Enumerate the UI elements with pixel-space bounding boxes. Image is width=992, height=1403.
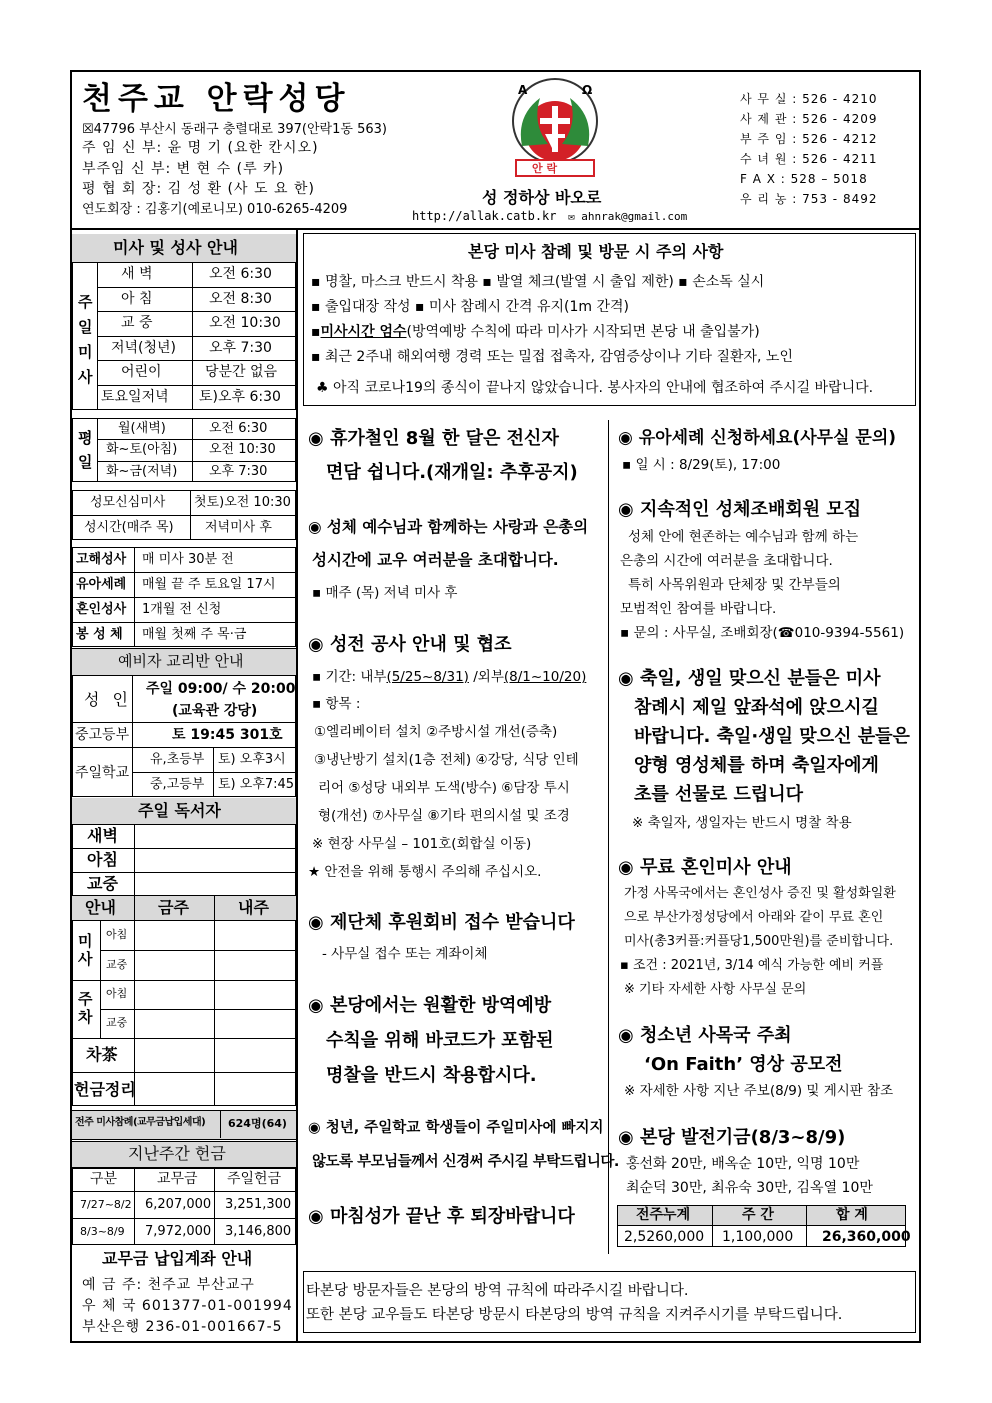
catechumen-header: 예비자 교리반 안내 — [118, 652, 244, 670]
s3-star: ★ 안전을 위해 통행시 주의해 주십시오. — [308, 864, 542, 880]
account-bank: 부산은행 236-01-001667-5 — [82, 1319, 283, 1335]
r2-line-4: 모범적인 참여를 바랍니다. — [620, 601, 777, 617]
offering-row2-dues: 7,972,000 — [145, 1224, 212, 1239]
r3-note: ※ 축일자, 생일자는 반드시 명찰 착용 — [632, 815, 852, 831]
phone-rectory: 사 제 관 : 526 - 4209 — [740, 112, 878, 126]
middle-value: 토 19:45 301호 — [172, 727, 283, 743]
confession-value: 매 미사 30분 전 — [142, 552, 234, 567]
offering-row1-sunday: 3,251,300 — [225, 1197, 292, 1212]
infant-baptism-value: 매월 끝 주 토요일 17시 — [142, 577, 276, 592]
s3-items-label: ▪ 항목 : — [312, 696, 361, 712]
s3-title: ◉ 성전 공사 안내 및 협조 — [308, 634, 512, 655]
r3-line-5: 초를 선물로 드립니다 — [634, 784, 804, 805]
readers-header: 주일 독서자 — [138, 801, 221, 820]
r3-line-4: 양형 영성체를 하며 축일자에게 — [634, 755, 879, 776]
patron-saint: 성 정하상 바오로 — [482, 188, 602, 207]
duty-header-guide: 안내 — [85, 898, 116, 917]
offering-row1-period: 7/27~8/2 — [80, 1198, 132, 1211]
r1-title: ◉ 유아세례 신청하세요(사무실 문의) — [618, 428, 897, 448]
r4-line-2: 으로 부산가정성당에서 아래와 같이 무료 혼인 — [624, 910, 884, 925]
sunday-mass-time-3: 오후 7:30 — [209, 339, 272, 356]
s3-note: ※ 현장 사무실 – 101호(회합실 이동) — [312, 836, 532, 852]
s1-line-2: 면담 쉽니다.(재개일: 추후공지) — [326, 462, 578, 483]
phone-convent: 수 녀 원 : 526 - 4211 — [740, 152, 878, 166]
fund-val-total: 26,360,000 — [822, 1229, 911, 1245]
duty-mass-label: 미사 — [78, 932, 93, 968]
r5-line-2: ‘On Faith’ 영상 공모전 — [644, 1054, 843, 1075]
reader-main: 교중 — [87, 874, 118, 893]
duty-parking-morning: 아침 — [106, 987, 128, 1000]
notice-line-5: ♣ 아직 코로나19의 종식이 끝나지 않았습니다. 봉사자의 안내에 협조하여 주시길 바랍니다. — [316, 380, 874, 396]
elementary-label: 유,초등부 — [150, 752, 205, 767]
s6-line-1: ◉ 청년, 주일학교 학생들이 주일미사에 빠지지 — [308, 1120, 604, 1136]
s2-line-2: 성시간에 교우 여러분을 초대합니다. — [312, 551, 559, 569]
adult-value-1: 주일 09:00/ 수 20:00 — [146, 681, 296, 697]
s3-item-3: 리어 ⑤성당 내외부 도색(방수) ⑥담장 투시 — [318, 780, 570, 796]
sunday-mass-name-0: 새 벽 — [121, 266, 153, 282]
mass-header: 미사 및 성사 안내 — [113, 238, 238, 257]
address: ☒47796 부산시 동래구 충렬대로 397(안락1동 563) — [82, 122, 387, 137]
assistant-priest: 부주임 신 부: 변 현 수 (루 카) — [82, 161, 285, 177]
sunday-mass-name-5: 토요일저녁 — [101, 389, 169, 405]
r4-line-1: 가정 사목국에서는 혼인성사 증진 및 활성화일환 — [624, 886, 896, 901]
footer-line-1: 타본당 방문자들은 본당의 방역 규칙에 따라주시길 바랍니다. — [306, 1283, 689, 1299]
s3-period-inner: (5/25~8/31) — [386, 669, 469, 685]
marian-mass-time: 첫토)오전 10:30 — [194, 495, 291, 510]
s3-item-4: 형(개선) ⑦사무실 ⑧기타 편의시설 및 조경 — [318, 808, 570, 824]
offering-col-dues: 교무금 — [157, 1171, 198, 1187]
r5-note: ※ 자세한 사항 지난 주보(8/9) 및 게시판 참조 — [624, 1083, 894, 1099]
footer-line-2: 또한 본당 교우들도 타본당 방문시 타본당의 방역 규칙을 지켜주시기를 부탁드립니다. — [306, 1307, 843, 1323]
phone-fax: F A X : 528 – 5018 — [740, 172, 868, 186]
account-holder: 예 금 주: 천주교 부산교구 — [82, 1277, 255, 1293]
duty-header-next-week: 내주 — [238, 898, 269, 917]
weekday-mass-name-2: 화~금(저녁) — [106, 463, 178, 479]
weekday-mass-name-1: 화~토(아침) — [106, 442, 178, 458]
reader-dawn: 새벽 — [87, 826, 118, 845]
duty-tea-label: 차茶 — [86, 1045, 118, 1064]
s1-line-1: ◉ 휴가철인 8월 한 달은 전신자 — [308, 428, 559, 449]
notice-line-3: ▪미사시간 엄수(방역예방 수칙에 따라 미사가 시작되면 본당 내 출입불가) — [311, 324, 760, 340]
council-president: 평 협 회 장: 김 성 환 (사 도 요 한) — [82, 181, 315, 197]
email[interactable]: ✉ ahnrak@gmail.com — [568, 210, 688, 223]
r2-line-3: 특히 사목위원과 단체장 및 간부들의 — [628, 577, 841, 593]
duty-mass-morning: 아침 — [106, 928, 128, 941]
s5-line-2: 수칙을 위해 바코드가 포함된 — [326, 1030, 554, 1051]
s2-line-3: ▪ 매주 (목) 저녁 미사 후 — [312, 585, 458, 601]
logo-banner: 안 락 — [532, 162, 558, 175]
offering-col-sunday: 주일헌금 — [227, 1171, 282, 1187]
adult-label: 성 인 — [84, 690, 132, 709]
offering-row2-period: 8/3~8/9 — [80, 1225, 125, 1238]
s3-period-label: ▪ 기간: 내부 — [312, 669, 387, 685]
footer-box — [303, 1271, 916, 1333]
priest: 주 임 신 부: 윤 명 기 (요한 칸시오) — [82, 140, 319, 156]
offering-col-period: 구분 — [90, 1171, 118, 1187]
sunday-school-label: 주일학교 — [75, 765, 130, 781]
parish-logo — [502, 76, 608, 186]
logo-omega: Ω — [582, 83, 593, 97]
offering-row1-dues: 6,207,000 — [145, 1197, 212, 1212]
r2-title: ◉ 지속적인 성체조배회원 모집 — [618, 499, 862, 520]
duty-parking-main: 교중 — [106, 1016, 128, 1029]
r4-line-4: ▪ 조건 : 2021년, 3/14 예식 가능한 예비 커플 — [620, 958, 884, 973]
confession-label: 고해성사 — [76, 552, 127, 567]
r6-line-1: 홍선화 20만, 배옥순 10만, 익명 10만 — [626, 1156, 860, 1172]
notice-line-1: ▪ 명찰, 마스크 반드시 착용 ▪ 발열 체크(발열 시 출입 제한) ▪ 손소독 실시 — [311, 274, 765, 290]
website-url[interactable]: http://allak.catb.kr — [412, 209, 557, 223]
sunday-mass-time-4: 당분간 없음 — [205, 364, 278, 381]
r5-line-1: ◉ 청소년 사목국 주최 — [618, 1025, 792, 1046]
marriage-label: 혼인성사 — [76, 602, 127, 617]
weekday-label: 평일 — [78, 429, 93, 471]
s5-line-3: 명찰을 반드시 착용합시다. — [326, 1065, 537, 1086]
phone-office: 사 무 실 : 526 - 4210 — [740, 92, 878, 106]
marian-mass-label: 성모신심미사 — [90, 495, 166, 510]
sunday-mass-time-2: 오전 10:30 — [209, 315, 281, 332]
weekday-mass-time-0: 오전 6:30 — [209, 421, 268, 436]
sunday-mass-name-4: 어린이 — [121, 364, 162, 381]
fund-col-week: 주 간 — [742, 1207, 774, 1223]
r6-line-2: 최순덕 30만, 최유숙 30만, 김옥열 10만 — [626, 1180, 873, 1196]
r4-title: ◉ 무료 혼인미사 안내 — [618, 857, 792, 878]
duty-table — [72, 920, 296, 1106]
notice-line-3-rest: (방역예방 수칙에 따라 미사가 시작되면 본당 내 출입불가) — [406, 324, 760, 340]
fund-val-prev: 2,5260,000 — [624, 1229, 705, 1245]
duty-mass-main: 교중 — [106, 958, 128, 971]
sunday-mass-name-1: 아 침 — [121, 290, 153, 307]
notice-title: 본당 미사 참례 및 방문 시 주의 사항 — [468, 242, 724, 261]
sunday-mass-time-0: 오전 6:30 — [209, 266, 272, 282]
notice-line-2: ▪ 출입대장 작성 ▪ 미사 참례시 간격 유지(1m 간격) — [311, 299, 629, 315]
weekday-mass-name-0: 월(새벽) — [118, 421, 166, 436]
duty-parking-label: 주차 — [78, 990, 93, 1026]
r2-line-2: 은총의 시간에 여러분을 초대합니다. — [620, 553, 833, 569]
notice-line-3-bold: 미사시간 엄수 — [320, 324, 407, 340]
sunday-mass-name-3: 저녁(청년) — [111, 339, 177, 356]
s2-line-1: ◉ 성체 예수님과 함께하는 사랑과 은총의 — [308, 518, 589, 536]
r4-line-3: 미사(총3커플:커플당1,500만원)를 준비합니다. — [624, 934, 894, 949]
holy-hour-label: 성시간(매주 목) — [84, 520, 174, 535]
parish-title: 천주교 안락성당 — [82, 81, 351, 117]
s5-line-1: ◉ 본당에서는 원활한 방역예방 — [308, 995, 552, 1016]
marriage-value: 1개월 전 신청 — [142, 602, 222, 617]
r6-title: ◉ 본당 발전기금(8/3~8/9) — [618, 1127, 846, 1148]
secondary-label: 중,고등부 — [150, 777, 205, 792]
r3-line-1: ◉ 축일, 생일 맞으신 분들은 미사 — [618, 668, 881, 689]
s7-title: ◉ 마침성가 끝난 후 퇴장바랍니다 — [308, 1206, 575, 1227]
communion-sick-value: 매월 첫째 주 목·금 — [142, 627, 247, 642]
attendance-label: 전주 미사참례(교무금납입세대) — [75, 1117, 206, 1128]
fund-val-week: 1,100,000 — [722, 1229, 794, 1245]
s6-line-2: 않도록 부모님들께서 신경써 주시길 부탁드립니다. — [312, 1154, 619, 1170]
r2-line-1: 성체 안에 현존하는 예수님과 함께 하는 — [628, 529, 859, 545]
r2-line-5: ▪ 문의 : 사무실, 조배회장(☎010-9394-5561) — [620, 625, 905, 641]
s3-period — [312, 671, 586, 685]
account-post: 우 체 국 601377-01-001994 — [82, 1298, 293, 1314]
r3-line-3: 바랍니다. 축일·생일 맞으신 분들은 — [634, 726, 910, 747]
attendance-value: 624명(64) — [228, 1117, 287, 1130]
fund-col-total: 합 계 — [836, 1207, 868, 1223]
s4-line-1: - 사무실 접수 또는 계좌이체 — [322, 946, 488, 962]
phone-urinong: 우 리 농 : 753 - 8492 — [740, 192, 878, 206]
middle-label: 중고등부 — [75, 727, 130, 743]
s3-item-1: ①엘리베이터 설치 ②주방시설 개선(증축) — [314, 724, 558, 740]
fund-col-prev: 전주누계 — [636, 1207, 691, 1223]
offering-row2-sunday: 3,146,800 — [225, 1224, 292, 1239]
s4-title: ◉ 제단체 후원회비 접수 받습니다 — [308, 912, 575, 933]
communion-sick-label: 봉 성 체 — [76, 627, 123, 642]
account-header: 교무금 납입계좌 안내 — [102, 1249, 253, 1268]
infant-baptism-label: 유아세례 — [76, 577, 127, 592]
s3-item-2: ③냉난방기 설치(1층 전체) ④강당, 식당 인테 — [314, 752, 579, 768]
reader-morning: 아침 — [87, 850, 118, 869]
holy-hour-time: 저녁미사 후 — [205, 520, 272, 535]
s3-period-outer: (8/1~10/20) — [503, 669, 587, 685]
league-president: 연도회장 : 김홍기(예로니모) 010-6265-4209 — [82, 202, 348, 217]
secondary-time: 토) 오후7:45 — [218, 777, 295, 792]
duty-offering-label: 헌금정리 — [74, 1080, 136, 1099]
r3-line-2: 참례시 제일 앞좌석에 앉으시길 — [634, 697, 879, 718]
r4-line-5: ※ 기타 자세한 사항 사무실 문의 — [624, 982, 807, 997]
phone-assistant: 부 주 임 : 526 - 4212 — [740, 132, 878, 146]
s3-period-outer-label: /외부 — [468, 669, 504, 685]
sunday-mass-name-2: 교 중 — [121, 315, 153, 332]
weekday-mass-time-2: 오후 7:30 — [209, 463, 268, 479]
offering-header: 지난주간 헌금 — [128, 1144, 226, 1163]
sunday-mass-time-5: 토)오후 6:30 — [199, 389, 281, 405]
r1-line-1: ▪ 일 시 : 8/29(토), 17:00 — [622, 457, 781, 473]
elementary-time: 토) 오후3시 — [218, 752, 286, 767]
sunday-label: 주일미사 — [78, 293, 93, 386]
sunday-mass-time-1: 오전 8:30 — [209, 290, 272, 307]
duty-header-this-week: 금주 — [158, 898, 189, 917]
logo-alpha: A — [518, 83, 528, 97]
adult-value-2: (교육관 강당) — [172, 703, 258, 719]
weekday-mass-time-1: 오전 10:30 — [209, 442, 276, 458]
notice-line-4: ▪ 최근 2주내 해외여행 경력 또는 밀접 접촉자, 감염증상이나 기타 질환자, 노인 — [311, 349, 793, 365]
